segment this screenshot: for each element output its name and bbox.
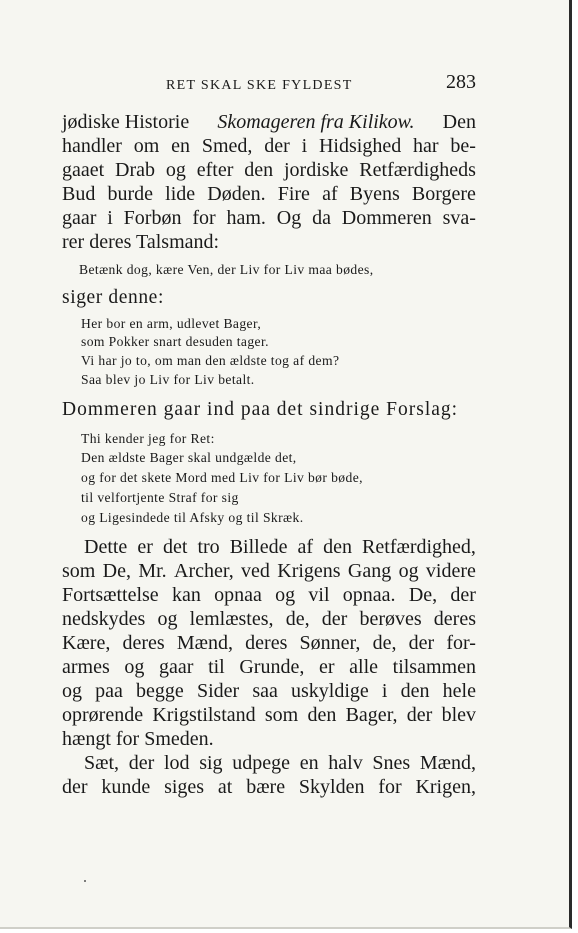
paragraph-1-line-4 [62, 182, 476, 206]
intro-2: Dommeren gaar ind paa det sindrige Forslag: [62, 399, 459, 420]
word: udpege [232, 752, 290, 774]
word: Krigens [277, 560, 341, 582]
paragraph-1-line-2 [62, 134, 476, 158]
word: der [264, 135, 290, 157]
word: handler [62, 135, 122, 157]
word: den [307, 704, 337, 726]
word: for [378, 776, 402, 798]
word: halv [328, 752, 363, 774]
paragraph-1-line-5 [62, 206, 476, 230]
word: blev [441, 704, 476, 726]
word: Snes [372, 752, 411, 774]
quote-1-line: Betænk dog, kære Ven, der Liv for Liv maa bødes, [79, 262, 374, 277]
word: de, [372, 632, 397, 654]
word: ved [241, 560, 270, 582]
paragraph-2-line-7 [62, 679, 476, 703]
paragraph-2-line-8 [62, 703, 476, 727]
word: Mr. [138, 560, 167, 582]
word: Hidsighed [318, 135, 402, 157]
word: lod [163, 752, 190, 774]
paragraph-2-line-1 [84, 535, 476, 559]
word: gaar [62, 207, 97, 229]
word: der [128, 752, 155, 774]
word: begge [136, 680, 184, 702]
word: og [275, 584, 296, 606]
word: Fire [277, 183, 310, 205]
word: Borgere [411, 183, 476, 205]
word: for- [446, 632, 476, 654]
page-number: 283 [446, 71, 476, 93]
word: be- [450, 135, 476, 157]
word: nedskydes [62, 608, 146, 630]
quote-2-line-3: Vi har jo to, om man den ældste tog af dem? [81, 353, 340, 368]
ink-speck [84, 880, 86, 882]
intro-1: siger denne: [62, 287, 164, 308]
word: i [301, 135, 308, 157]
word: siges [164, 776, 205, 798]
word: Billede [229, 536, 288, 558]
word: kunde [101, 776, 151, 798]
paragraph-2-line-3 [62, 583, 476, 607]
word: Archer, [174, 560, 234, 582]
word: da [312, 207, 331, 229]
word: og [62, 680, 82, 702]
word: kan [171, 584, 201, 606]
quote-2-line-1: Her bor en arm, udlevet Bager, [81, 316, 262, 331]
page-header [62, 70, 476, 100]
paragraph-3-line-1 [84, 751, 476, 775]
word: de, [285, 608, 310, 630]
word: er [137, 536, 153, 558]
word: Krigstilstand [152, 704, 256, 726]
word: som [62, 560, 96, 582]
word: Grunde, [239, 656, 305, 678]
word: i [381, 680, 388, 702]
word: tro [197, 536, 220, 558]
word: den [244, 159, 274, 181]
running-head: RET SKAL SKE FYLDEST [166, 78, 353, 93]
word: og [398, 560, 419, 582]
word: opnaa. [342, 584, 396, 606]
word: bære [246, 776, 286, 798]
word: Retfærdigheds [359, 159, 476, 181]
word: Gang [347, 560, 392, 582]
word: Byens [349, 183, 400, 205]
word: og [165, 159, 186, 181]
quote-3-line-5: og Ligesindede til Afsky og til Skræk. [81, 510, 304, 525]
word: hele [442, 680, 476, 702]
word: Retfærdighed, [362, 536, 476, 558]
word: Fortsættelse [62, 584, 159, 606]
word: som [264, 704, 299, 726]
word: det [162, 536, 188, 558]
word: Mænd, [176, 632, 233, 654]
word: Skylden [298, 776, 365, 798]
word: gaaet [62, 159, 105, 181]
word: efter [196, 159, 234, 181]
word: deres [433, 608, 476, 630]
word: Krigen, [415, 776, 476, 798]
word: Sæt, [84, 752, 120, 774]
word: jordiske [284, 159, 349, 181]
word: der [62, 776, 88, 798]
word: af [297, 536, 314, 558]
quote-3-line-2: Den ældste Bager skal undgælde det, [81, 450, 297, 465]
word: gaar [159, 656, 194, 678]
word: er [318, 656, 335, 678]
paragraph-2-line-2 [62, 559, 476, 583]
quote-3-line-4: til velfortjente Straf for sig [81, 490, 239, 505]
paragraph-2-line-9: hængt for Smeden. [62, 728, 214, 750]
word: vil [308, 584, 330, 606]
word: uskyldige [291, 680, 369, 702]
word: og [124, 656, 145, 678]
word: der [406, 704, 433, 726]
word: Bud [62, 183, 96, 205]
word: opnaa [214, 584, 262, 606]
word: en [171, 135, 191, 157]
word: videre [425, 560, 476, 582]
word: Dommeren [341, 207, 432, 229]
word: sig [199, 752, 223, 774]
paragraph-1-line-3 [62, 158, 476, 182]
word: der [450, 584, 476, 606]
word: deres [122, 632, 165, 654]
word: paa [95, 680, 123, 702]
word: saa [252, 680, 278, 702]
word: De, [102, 560, 131, 582]
word: alle [349, 656, 379, 678]
word: har [413, 135, 439, 157]
paragraph-2-line-4 [62, 607, 476, 631]
quote-2-line-4: Saa blev jo Liv for Liv betalt. [81, 372, 255, 387]
word: berøves [359, 608, 422, 630]
word: om [133, 135, 160, 157]
word: tilsammen [392, 656, 476, 678]
word: lemlæstes, [189, 608, 274, 630]
word: der [408, 632, 435, 654]
paragraph-1-line-6: rer deres Talsmand: [62, 231, 220, 253]
word: en [299, 752, 319, 774]
word: til [208, 656, 225, 678]
word: der [321, 608, 348, 630]
word: at [217, 776, 233, 798]
word: og [157, 608, 178, 630]
paragraph-3-line-2 [62, 775, 476, 799]
word: Bager, [345, 704, 398, 726]
paragraph-1-line-1: jødiske Historie Skomageren fra Kilikow. Den [62, 111, 476, 133]
word: den [323, 536, 352, 558]
word: oprørende [62, 704, 144, 726]
quote-3-line-3: og for det skete Mord med Liv for Liv bør bøde, [81, 470, 363, 485]
quote-3-line-1: Thi kender jeg for Ret: [81, 431, 215, 446]
word: Døden. [207, 183, 266, 205]
word: af [322, 183, 338, 205]
book-title: Skomageren fra Kilikow. [217, 111, 415, 133]
word: Drab [115, 159, 156, 181]
word: sva- [442, 207, 476, 229]
word: armes [62, 656, 110, 678]
word: lide [165, 183, 196, 205]
word: den [400, 680, 430, 702]
word: i [107, 207, 113, 229]
word: burde [107, 183, 154, 205]
word: deres [245, 632, 288, 654]
word: De, [408, 584, 438, 606]
paragraph-2-line-5 [62, 631, 476, 655]
word: Smed, [201, 135, 253, 157]
word: Forbøn [123, 207, 182, 229]
word: for [192, 207, 216, 229]
word: Sider [196, 680, 240, 702]
word: Sønner, [299, 632, 361, 654]
word: Mænd, [419, 752, 476, 774]
word: Dette [84, 536, 128, 558]
paragraph-2-line-6 [62, 655, 476, 679]
word: Og [276, 207, 302, 229]
word: Kære, [62, 632, 111, 654]
word: ham. [226, 207, 266, 229]
quote-2-line-2: som Pokker snart desuden tager. [81, 334, 269, 349]
